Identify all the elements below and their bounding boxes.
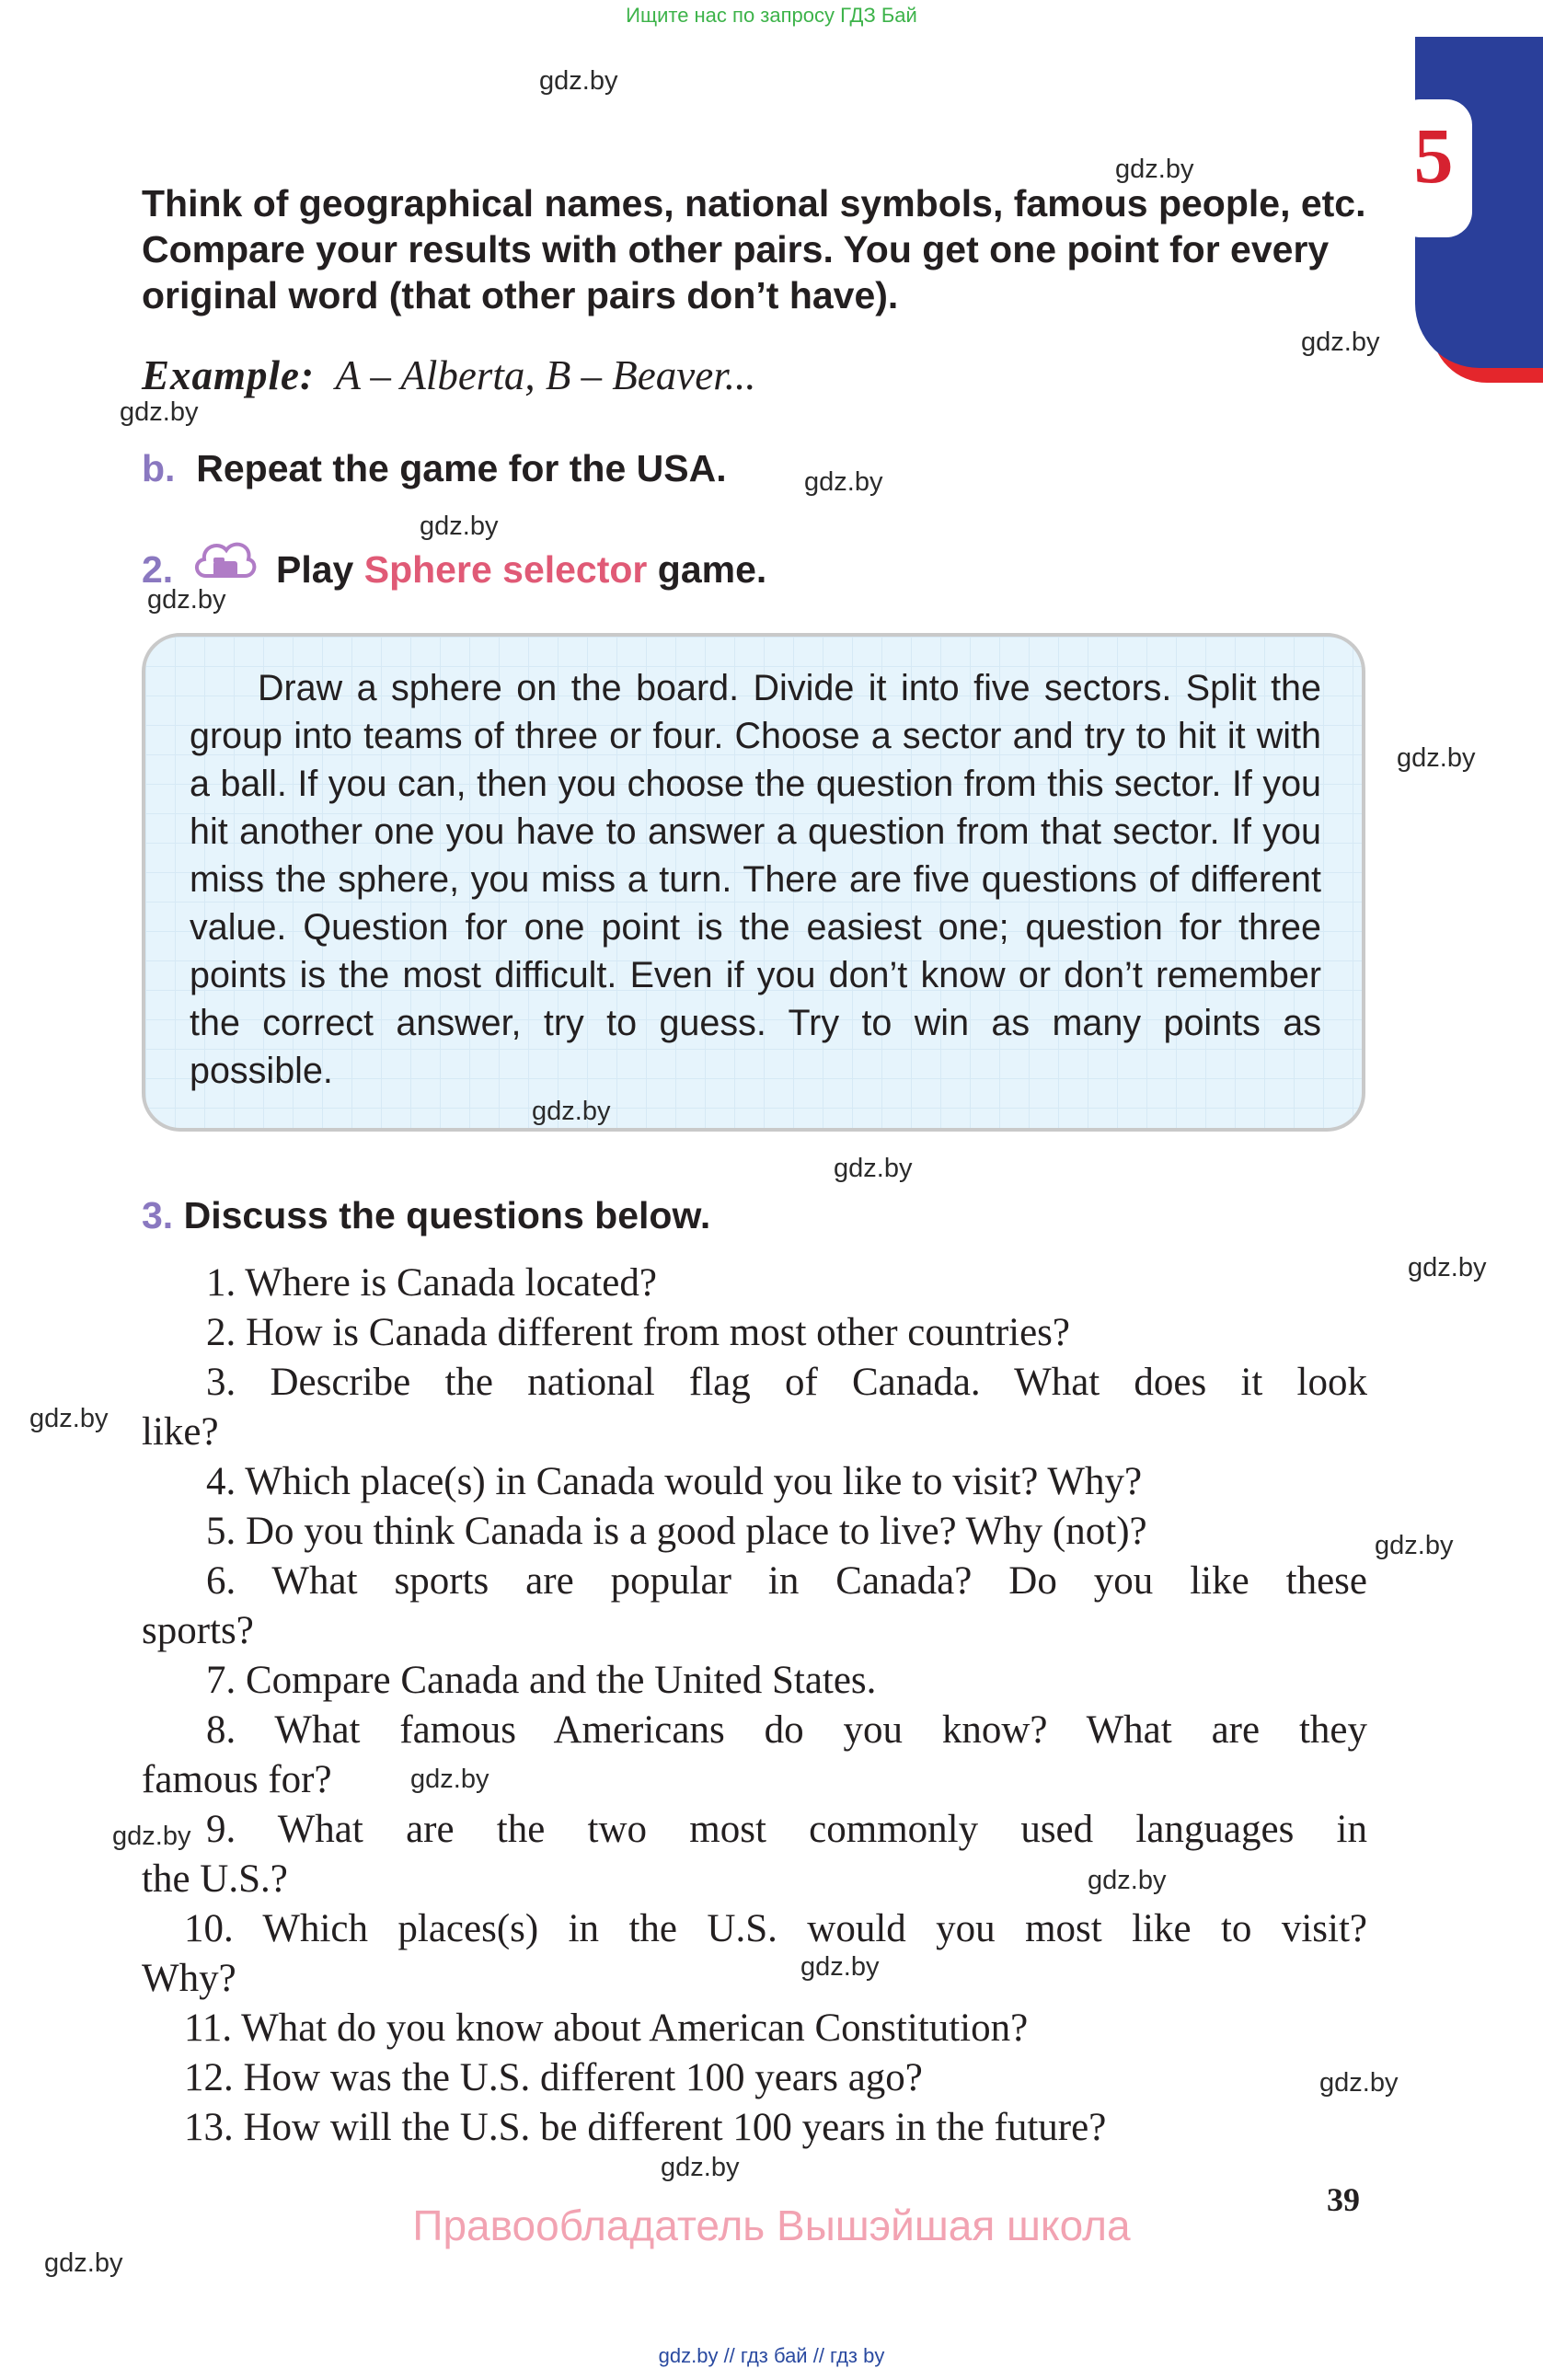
game-rules-text: Draw a sphere on the board. Divide it into five sectors. Split the group into teams of three or four. Choose a sector and try to hit it with a ball. If you can, then you choose the question from this sector. If you hit another one you have to answer a question from that sector. If you miss the sphere, you miss a turn. There are five questions of different value. Question for one point is the easiest one; question for three points is the most difficult. Even if you don’t know or don’t remember the correct answer, try to guess. Try to win as many points as possible. (190, 668, 1321, 1091)
question-line: 5. Do you think Canada is a good place to live? Why (not)? (206, 1510, 1147, 1553)
question-line: like? (142, 1410, 219, 1454)
question-line: 11. What do you know about American Constitution? (184, 2006, 1029, 2050)
question-line: 3. Describe the national flag of Canada. What does it look (206, 1361, 1367, 1404)
task2-highlight: Sphere selector (363, 548, 648, 591)
section-b-letter: b. (142, 447, 176, 489)
question-line: 6. What sports are popular in Canada? Do you like these (206, 1559, 1367, 1603)
watermark: gdz.by (804, 467, 883, 497)
watermark: gdz.by (539, 66, 618, 96)
question-line: 13. How will the U.S. be different 100 years in the future? (184, 2106, 1107, 2149)
question-line: famous for? (142, 1758, 332, 1801)
watermark: gdz.by (1301, 328, 1380, 357)
watermark: gdz.by (44, 2248, 123, 2278)
watermark: gdz.by (1088, 1866, 1167, 1895)
top-banner[interactable]: Ищите нас по запросу ГДЗ Бай (626, 4, 917, 27)
page-number: 39 (1327, 2181, 1360, 2218)
task2-number: 2. (142, 548, 174, 591)
question-line: Why? (142, 1957, 236, 2000)
watermark: gdz.by (29, 1404, 109, 1433)
question-line: 10. Which places(s) in the U.S. would you most like to visit? (184, 1907, 1367, 1950)
question-line: the U.S.? (142, 1857, 288, 1901)
watermark: gdz.by (834, 1154, 913, 1183)
watermark: gdz.by (147, 585, 226, 615)
watermark: gdz.by (112, 1822, 191, 1851)
question-line: 1. Where is Canada located? (206, 1261, 657, 1305)
question-line: 12. How was the U.S. different 100 years ago? (184, 2056, 923, 2099)
watermark: gdz.by (120, 397, 199, 427)
example-text: A – Alberta, B – Beaver... (335, 352, 756, 398)
watermark: gdz.by (1319, 2068, 1399, 2098)
section-b (142, 447, 727, 490)
watermark: gdz.by (661, 2153, 740, 2182)
watermark: gdz.by (1397, 743, 1476, 773)
question-line: 4. Which place(s) in Canada would you like to visit? Why? (206, 1460, 1143, 1503)
watermark: gdz.by (410, 1765, 489, 1794)
section-b-text: Repeat the game for the USA. (196, 447, 727, 489)
watermark: gdz.by (800, 1952, 880, 1982)
task3-number: 3. (142, 1194, 174, 1236)
question-line: sports? (142, 1609, 254, 1652)
watermark: gdz.by (1408, 1253, 1487, 1282)
cloud-folder-icon (191, 534, 258, 585)
task3-title: Discuss the questions below. (183, 1194, 711, 1236)
example-line (142, 351, 756, 399)
footer-links[interactable]: gdz.by // гдз бай // гдз by (658, 2344, 885, 2367)
question-line: 2. How is Canada different from most other countries? (206, 1311, 1070, 1354)
question-line: 7. Compare Canada and the United States. (206, 1659, 877, 1702)
section-a-text: Think of geographical names, national symbols, famous people, etc. Compare your results with other pairs. You get one point for every original word (that other pairs don’t have). (142, 182, 1366, 316)
task2-heading (276, 548, 766, 592)
task2-prefix: Play (276, 548, 354, 591)
example-label: Example: (142, 352, 315, 398)
watermark: gdz.by (420, 512, 499, 541)
chapter-number: 5 (1413, 111, 1454, 200)
task2-suffix: game. (657, 548, 767, 591)
question-line: 8. What famous Americans do you know? What are they (206, 1708, 1367, 1752)
task3-heading (142, 1194, 710, 1237)
watermark: gdz.by (532, 1097, 611, 1126)
watermark: gdz.by (1375, 1531, 1454, 1560)
question-line: 9. What are the two most commonly used languages in (206, 1808, 1367, 1851)
watermark: gdz.by (1115, 155, 1194, 184)
copyright-notice: Правообладатель Вышэйшая школа (412, 2202, 1131, 2249)
